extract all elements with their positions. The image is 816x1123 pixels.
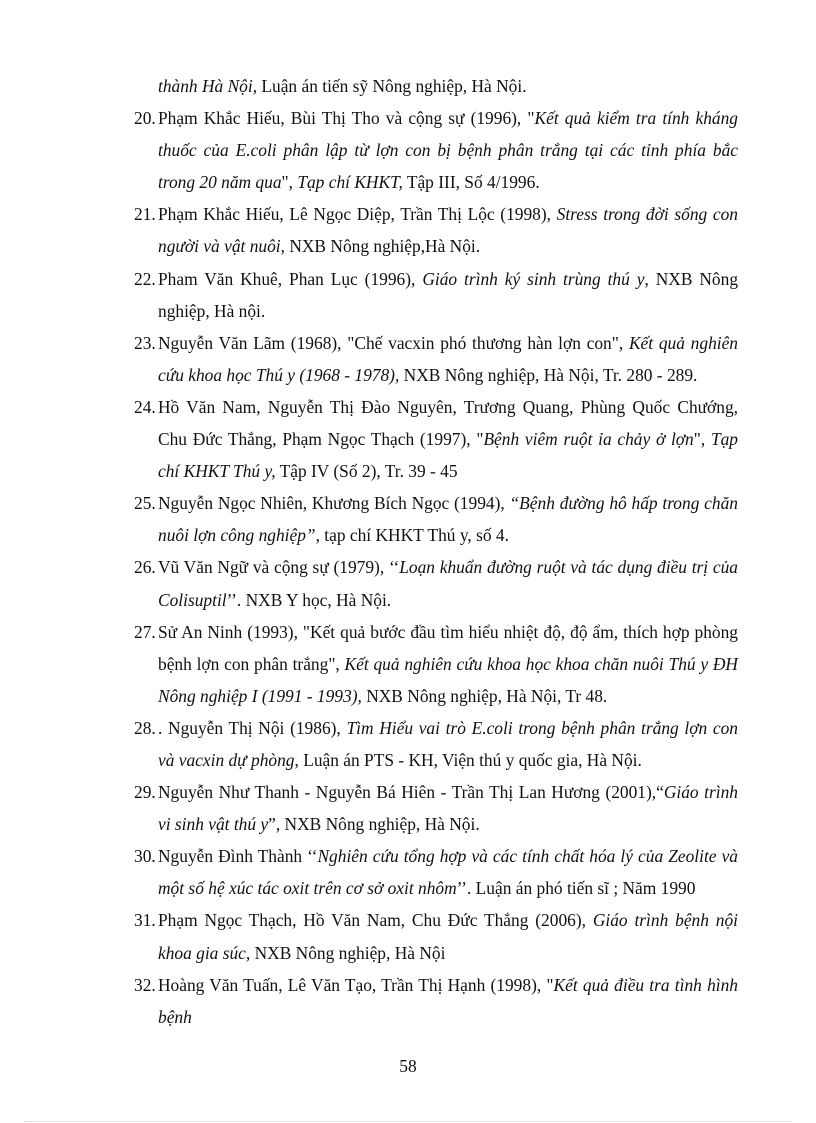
reference-text: Sử An Ninh (1993), "Kết quả bước đầu tìm hiểu nhiệt độ, độ ẩm, thích hợp phòng bệnh lợn con phân trắng",	[158, 621, 738, 674]
reference-title-text: Bệnh viêm ruột ỉa chảy ở lợn	[483, 429, 694, 450]
reference-item	[134, 487, 738, 551]
reference-item	[134, 70, 738, 102]
reference-number: 20.	[134, 108, 156, 129]
reference-text: Hồ Văn Nam, Nguyễn Thị Đào Nguyên, Trương Quang, Phùng Quốc Chướng, Chu Đức Thắng, Phạm Ngọc Thạch (1997), "	[158, 396, 738, 450]
reference-text: NXB Nông nghiệp, Hà Nội, Tr 48.	[361, 685, 608, 706]
reference-text: Tập III, Số 4/1996.	[402, 172, 540, 193]
reference-item	[134, 840, 738, 904]
reference-text: , tạp chí KHKT Thú y, số 4.	[315, 525, 509, 546]
reference-item	[134, 904, 738, 968]
page-bottom-divider	[24, 1121, 792, 1122]
reference-item	[134, 327, 738, 391]
reference-number: 28.	[134, 717, 156, 738]
reference-item	[134, 198, 738, 262]
reference-text: Nguyễn Như Thanh - Nguyễn Bá Hiên - Trần Thị Lan Hương (2001),“	[158, 782, 664, 803]
reference-text: NXB Nông nghiệp,Hà Nội.	[284, 236, 481, 257]
reference-list	[134, 70, 738, 1033]
reference-title-text: Giáo trình bệnh nội khoa gia súc,	[158, 910, 738, 963]
reference-number: 23.	[134, 332, 156, 353]
reference-title-text: Giáo trình vi sinh vật thú y	[158, 782, 738, 835]
reference-text: Phạm Ngọc Thạch, Hồ Văn Nam, Chu Đức Thắng (2006),	[158, 910, 593, 931]
reference-title-text: Tạp chí KHKT Thú y,	[158, 429, 738, 482]
reference-number: 25.	[134, 493, 156, 514]
reference-number: 31.	[134, 910, 156, 931]
reference-number: 30.	[134, 846, 156, 867]
reference-text: ",	[281, 172, 298, 193]
reference-item	[134, 263, 738, 327]
reference-item	[134, 712, 738, 776]
reference-number: 32.	[134, 974, 156, 995]
reference-title-text: Tìm Hiểu vai trò E.coli trong bệnh phân trắng lợn con và vacxin dự phòng	[158, 717, 738, 770]
reference-text: ’’. Luận án phó tiến sĩ ; Năm 1990	[456, 878, 696, 899]
page-number: 58	[399, 1056, 417, 1076]
reference-item	[134, 551, 738, 615]
reference-text: , NXB Nông nghiệp, Hà nội.	[158, 268, 739, 321]
reference-text: . Nguyễn Thị Nội (1986),	[158, 717, 347, 738]
reference-title-text: Kết quả điều tra tình hình bệnh	[158, 974, 738, 1027]
reference-item	[134, 776, 738, 840]
reference-number: 24.	[134, 396, 156, 417]
reference-title-text: Kết quả nghiên cứu khoa học Thú y (1968 - 1978),	[158, 332, 739, 385]
reference-title-text: thành Hà Nội,	[158, 76, 258, 96]
reference-text: Luận án tiến sỹ Nông nghiệp, Hà Nội.	[257, 76, 527, 96]
reference-title-text: Tạp chí KHKT,	[297, 172, 403, 193]
reference-text: NXB Nông nghiệp, Hà Nội, Tr. 280 - 289.	[399, 364, 698, 385]
reference-number: 27.	[134, 621, 156, 642]
reference-item	[134, 969, 738, 1033]
reference-title-text: Kết quả nghiên cứu khoa học khoa chăn nuôi Thú y ĐH Nông nghiệp I (1991 - 1993),	[158, 653, 738, 706]
reference-text: Phạm Khắc Hiếu, Lê Ngọc Diệp, Trần Thị Lộc (1998),	[158, 204, 557, 225]
reference-text: Hoàng Văn Tuấn, Lê Văn Tạo, Trần Thị Hạnh (1998), "	[158, 974, 554, 995]
reference-title-text: Stress trong đời sống con người và vật nuôi,	[158, 204, 738, 257]
reference-number: 22.	[134, 268, 156, 289]
reference-number: 21.	[134, 204, 156, 225]
reference-number: 29.	[134, 782, 156, 803]
reference-item	[134, 102, 738, 198]
reference-text: ’’. NXB Y học, Hà Nội.	[226, 589, 392, 610]
reference-text: Nguyễn Đình Thành ‘‘	[158, 846, 318, 867]
reference-text: Nguyễn Ngọc Nhiên, Khương Bích Ngọc (1994),	[158, 493, 510, 514]
reference-title-text: Nghiên cứu tổng hợp và các tính chất hóa lý của Zeolite và một số hệ xúc tác oxit trên cơ sở oxit nhôm	[158, 846, 738, 899]
reference-text: Pham Văn Khuê, Phan Lục (1996),	[158, 268, 423, 289]
reference-text: Phạm Khắc Hiếu, Bùi Thị Tho và cộng sự (1996), "	[158, 108, 535, 129]
reference-text: Nguyễn Văn Lãm (1968), "Chế vacxin phó thương hàn lợn con",	[158, 332, 629, 353]
reference-text: ”, NXB Nông nghiệp, Hà Nội.	[268, 814, 480, 835]
reference-title-text: “Bệnh đường hô hấp trong chăn nuôi lợn công nghiệp”	[158, 493, 738, 546]
reference-title-text: Giáo trình ký sinh trùng thú y	[422, 268, 645, 289]
reference-text: NXB Nông nghiệp, Hà Nội	[250, 942, 446, 963]
reference-text: ",	[693, 429, 711, 450]
reference-title-text: Loạn khuẩn đường ruột và tác dụng điều trị của Colisuptil	[158, 557, 738, 610]
reference-number: 26.	[134, 557, 156, 578]
reference-text: Vũ Văn Ngữ và cộng sự (1979), ‘‘	[158, 557, 400, 578]
reference-title-text: Kết quả kiểm tra tính kháng thuốc của E.coli phân lập từ lợn con bị bệnh phân trắng tại các tỉnh phía bắc trong 20 năm qua	[158, 108, 738, 193]
reference-item	[134, 391, 738, 487]
reference-text: Tập IV (Số 2), Tr. 39 - 45	[275, 461, 458, 482]
reference-item	[134, 616, 738, 712]
reference-text: , Luận án PTS - KH, Viện thú y quốc gia, Hà Nội.	[294, 749, 642, 770]
